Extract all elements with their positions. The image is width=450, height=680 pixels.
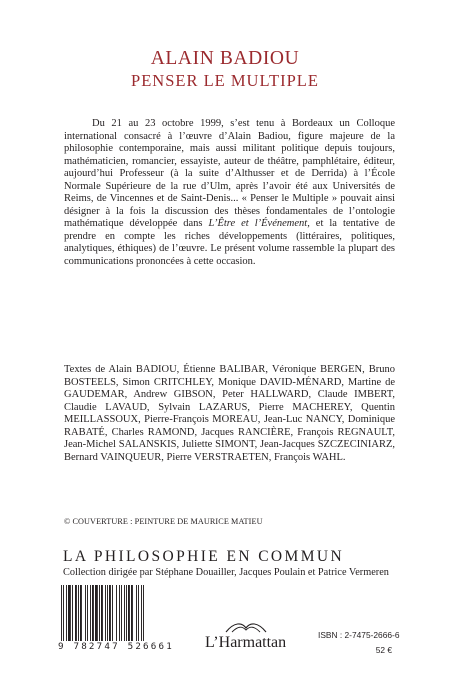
contributors-list: Textes de Alain BADIOU, Étienne BALIBAR, Véronique BERGEN, Bruno BOSTEELS, Simon CRITCHLEY, Monique DAVID-MÉNARD, Martine de GAUDEMAR, Andrew GIBSON, Peter HALLWARD, Claude IMBERT, Claudie LAVAUD, Sylvain LAZARUS, Pierre MACHEREY, Quentin MEILLASSOUX, Pierre-François MOREAU, Jean-Luc NANCY, Dominique RABATÉ, Charles RAMOND, Jacques RANCIÈRE, François REGNAULT, Jean-Michel SALANSKIS, Juliette SIMONT, Jean-Jacques SZCZECINIARZ, Bernard VAINQUEUR, Pierre VERSTRAETEN, François WAHL.: [64, 364, 395, 463]
title-block: [0, 48, 450, 92]
barcode-icon: [58, 585, 176, 641]
collection-name: LA PHILOSOPHIE EN COMMUN: [63, 548, 345, 565]
summary-paragraph: [64, 118, 395, 268]
price: 52 €: [375, 645, 392, 655]
barcode-number: 9 782747 526661: [58, 641, 174, 652]
publisher-block: [205, 620, 286, 652]
cover-credit: © COUVERTURE : PEINTURE DE MAURICE MATIEU: [64, 517, 263, 526]
book-title: PENSER LE MULTIPLE: [131, 71, 319, 90]
harmattan-logo-icon: [224, 620, 268, 634]
author-name: ALAIN BADIOU: [150, 48, 300, 69]
barcode-block: [58, 585, 178, 652]
summary-text-2: , et la tentative de prendre en compte les riches développements (littéraires, politiques, analytiques, éthiques) de l’œuvre. Le présent volume rassemble la plupart des communications prononcées à cette occasion.: [64, 218, 395, 267]
summary-book-title: L’Être et l’Événement: [208, 218, 308, 229]
collection-block: [63, 548, 408, 579]
collection-director: Collection dirigée par Stéphane Douailler, Jacques Poulain et Patrice Vermeren: [63, 567, 389, 578]
publisher-name: L’Harmattan: [205, 634, 287, 651]
isbn: ISBN : 2-7475-2666-6: [318, 630, 400, 640]
summary-text-1: Du 21 au 23 octobre 1999, s’est tenu à Bordeaux un Colloque international consacré à l’œuvre d’Alain Badiou, figure majeure de la philosophie contemporaine, mais aussi militant politique depuis toujours, mathématicien, romancier, essayiste, auteur de théâtre, pamphlétaire, éditeur, aujourd’hui Professeur (à la suite d’Althusser et de Derrida) à l’École Normale Supérieure de la rue d’Ulm, après l’avoir été aux Universités de Reims, de Vincennes et de Saint-Denis... « Penser le Multiple » pouvait ainsi désigner à la fois la discussion des thèses fondamentales de l’ontologie mathématique développée dans: [64, 118, 395, 229]
